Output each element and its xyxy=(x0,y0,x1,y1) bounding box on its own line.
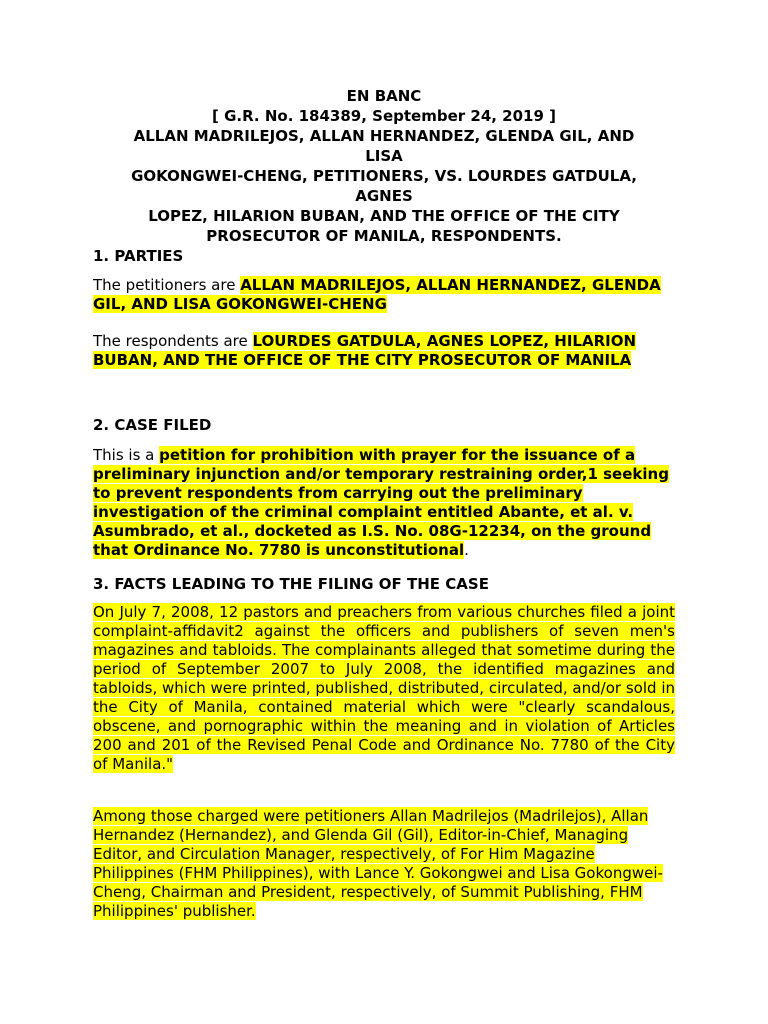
case-filed-body: petition for prohibition with prayer for the issuance of a preliminary injunction and/or temporary restraining order,1 seeking to prevent respondents from carrying out the preliminary investigation of the criminal complaint entitled Abante, et al. v. Asumbrado, et al., docketed as I.S. No. 08G-12234, on the ground that Ordinance No. 7780 is unconstitutional xyxy=(93,446,669,559)
case-filed-lead: This is a xyxy=(93,446,160,464)
facts-heading: 3. FACTS LEADING TO THE FILING OF THE CASE xyxy=(93,575,489,593)
respondents-paragraph xyxy=(93,332,675,370)
case-title-line-3: GOKONGWEI-CHENG, PETITIONERS, VS. LOURDES GATDULA, xyxy=(131,167,637,185)
gr-number-line: [ G.R. No. 184389, September 24, 2019 ] xyxy=(212,107,556,125)
respondents-lead: The respondents are xyxy=(93,332,253,350)
case-title-line-2: LISA xyxy=(365,147,403,165)
facts-paragraph-1-text: On July 7, 2008, 12 pastors and preachers from various churches filed a joint complaint-affidavit2 against the officers and publishers of seven men's magazines and tabloids. The complainants alleged that sometime during the period of September 2007 to July 2008, the identified magazines and tabloids, which were printed, published, distributed, circulated, and/or sold in the City of Manila, contained material which were "clearly scandalous, obscene, and pornographic within the meaning and in violation of Articles 200 and 201 of the Revised Penal Code and Ordinance No. 7780 of the City of Manila." xyxy=(93,603,675,773)
case-title-line-5: LOPEZ, HILARION BUBAN, AND THE OFFICE OF THE CITY xyxy=(148,207,620,225)
court-division: EN BANC xyxy=(346,87,422,105)
case-filed-paragraph xyxy=(93,446,675,560)
petitioners-paragraph xyxy=(93,276,675,314)
case-title-line-6: PROSECUTOR OF MANILA, RESPONDENTS. xyxy=(206,227,562,245)
case-title-line-4: AGNES xyxy=(355,187,413,205)
respondents-names: LOURDES GATDULA, AGNES LOPEZ, HILARION BUBAN, AND THE OFFICE OF THE CITY PROSECUTOR OF MANILA xyxy=(93,332,637,369)
facts-paragraph-2 xyxy=(93,807,675,921)
petitioners-names: ALLAN MADRILEJOS, ALLAN HERNANDEZ, GLENDA GIL, AND LISA GOKONGWEI-CHENG xyxy=(93,276,661,313)
case-filed-tail: . xyxy=(464,541,469,559)
case-filed-heading: 2. CASE FILED xyxy=(93,416,212,434)
case-title-line-1: ALLAN MADRILEJOS, ALLAN HERNANDEZ, GLENDA GIL, AND xyxy=(133,127,635,145)
facts-paragraph-2-text: Among those charged were petitioners Allan Madrilejos (Madrilejos), Allan Hernandez (Hernandez), and Glenda Gil (Gil), Editor-in-Chief, Managing Editor, and Circulation Manager, respectively, of For Him Magazine Philippines (FHM Philippines), with Lance Y. Gokongwei and Lisa Gokongwei-Cheng, Chairman and President, respectively, of Summit Publishing, FHM Philippines' publisher. xyxy=(93,807,663,920)
facts-paragraph-1 xyxy=(93,603,675,774)
parties-heading: 1. PARTIES xyxy=(93,247,184,265)
petitioners-lead: The petitioners are xyxy=(93,276,241,294)
